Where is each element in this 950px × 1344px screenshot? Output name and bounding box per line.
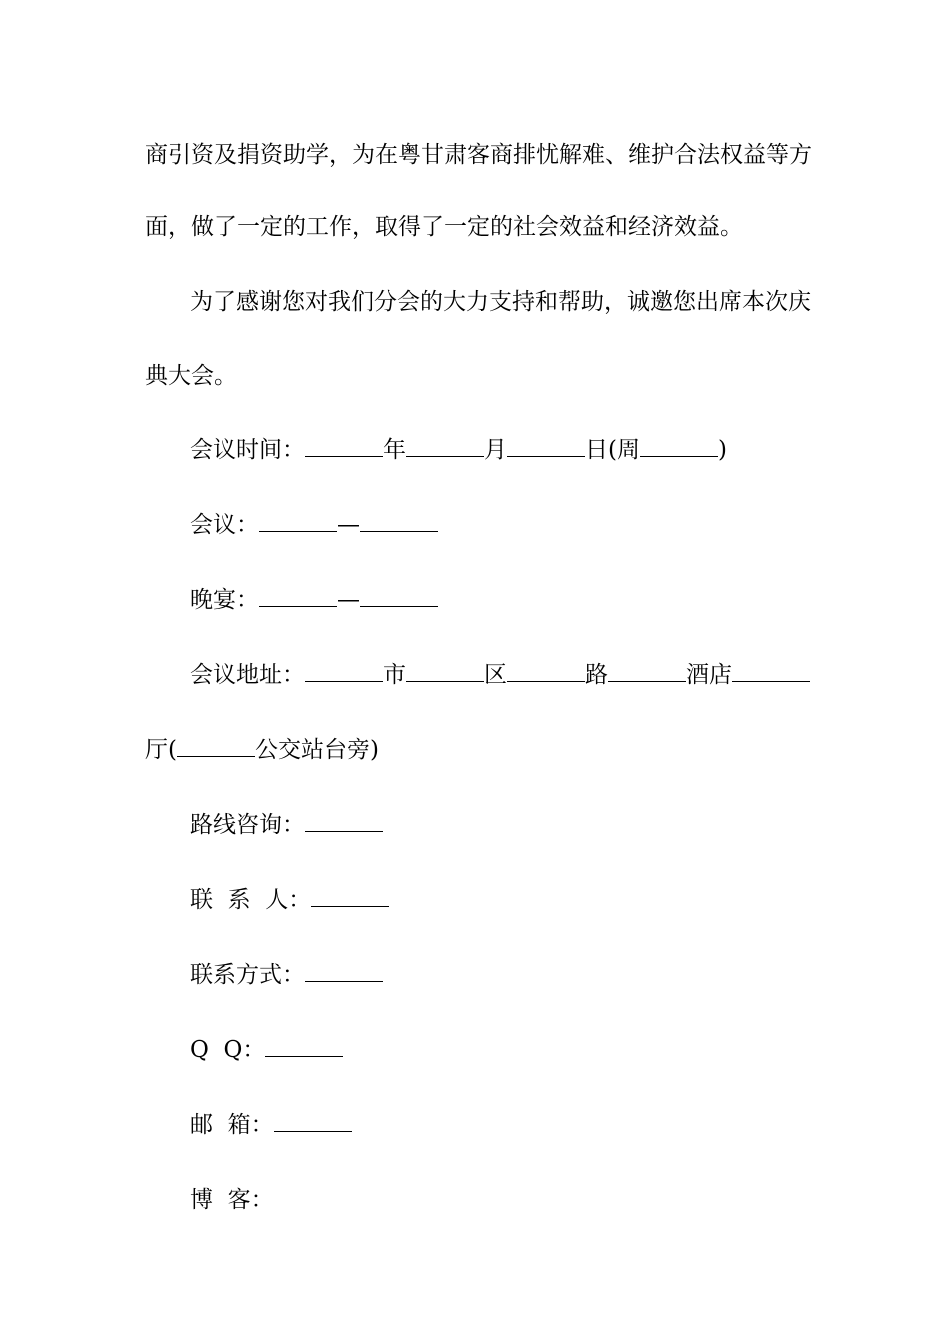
meeting-label: 会议： [190,512,259,538]
district-label: 区 [484,662,507,688]
dash: — [337,587,360,613]
year-label: 年 [383,437,406,463]
route-row [190,810,383,840]
blank-field [608,661,686,682]
hall-label: 厅( [145,737,177,763]
blank-field [640,436,718,457]
blank-field [305,961,383,982]
blank-field [360,511,438,532]
hotel-label: 酒店 [686,662,732,688]
blank-field [507,661,585,682]
qq-row [190,1035,343,1065]
blank-field [305,811,383,832]
blank-field [507,436,585,457]
meeting-row [190,510,438,540]
route-label: 路线咨询： [190,812,305,838]
paragraph-line: 典大会。 [145,363,237,389]
blank-field [406,436,484,457]
email-label: 邮 箱： [190,1112,274,1138]
blank-field [177,736,255,757]
close-paren: ) [717,437,727,463]
dash: — [337,512,360,538]
blank-field [311,886,389,907]
blank-field [274,1111,352,1132]
contact-method-row [190,960,383,990]
address-row-continued [145,735,379,765]
paragraph-line: 商引资及捐资助学，为在粤甘肃客商排忧解难、维护合法权益等方 [145,142,812,168]
month-label: 月 [484,437,507,463]
meeting-time-row [190,435,727,465]
contact-method-label: 联系方式： [190,962,305,988]
address-label: 会议地址： [190,662,305,688]
paragraph-line: 为了感谢您对我们分会的大力支持和帮助，诚邀您出席本次庆 [190,289,811,315]
blank-field [305,661,383,682]
road-label: 路 [585,662,608,688]
bus-stop-label: 公交站台旁) [254,737,379,763]
blog-label: 博 客： [190,1187,274,1213]
paragraph-line: 面，做了一定的工作，取得了一定的社会效益和经济效益。 [145,214,743,240]
day-label: 日(周 [585,437,640,463]
city-label: 市 [383,662,406,688]
qq-label: Q Q： [190,1037,266,1063]
blank-field [305,436,383,457]
banquet-row [190,585,438,615]
contact-label: 联 系 人： [190,887,312,913]
contact-row [190,885,389,915]
blank-field [406,661,484,682]
blank-field [259,511,337,532]
blog-row [190,1185,274,1215]
blank-field [265,1036,343,1057]
meeting-time-label: 会议时间： [190,437,305,463]
banquet-label: 晚宴： [190,587,259,613]
email-row [190,1110,352,1140]
address-row [190,660,810,690]
blank-field [360,586,438,607]
blank-field [259,586,337,607]
blank-field [732,661,810,682]
